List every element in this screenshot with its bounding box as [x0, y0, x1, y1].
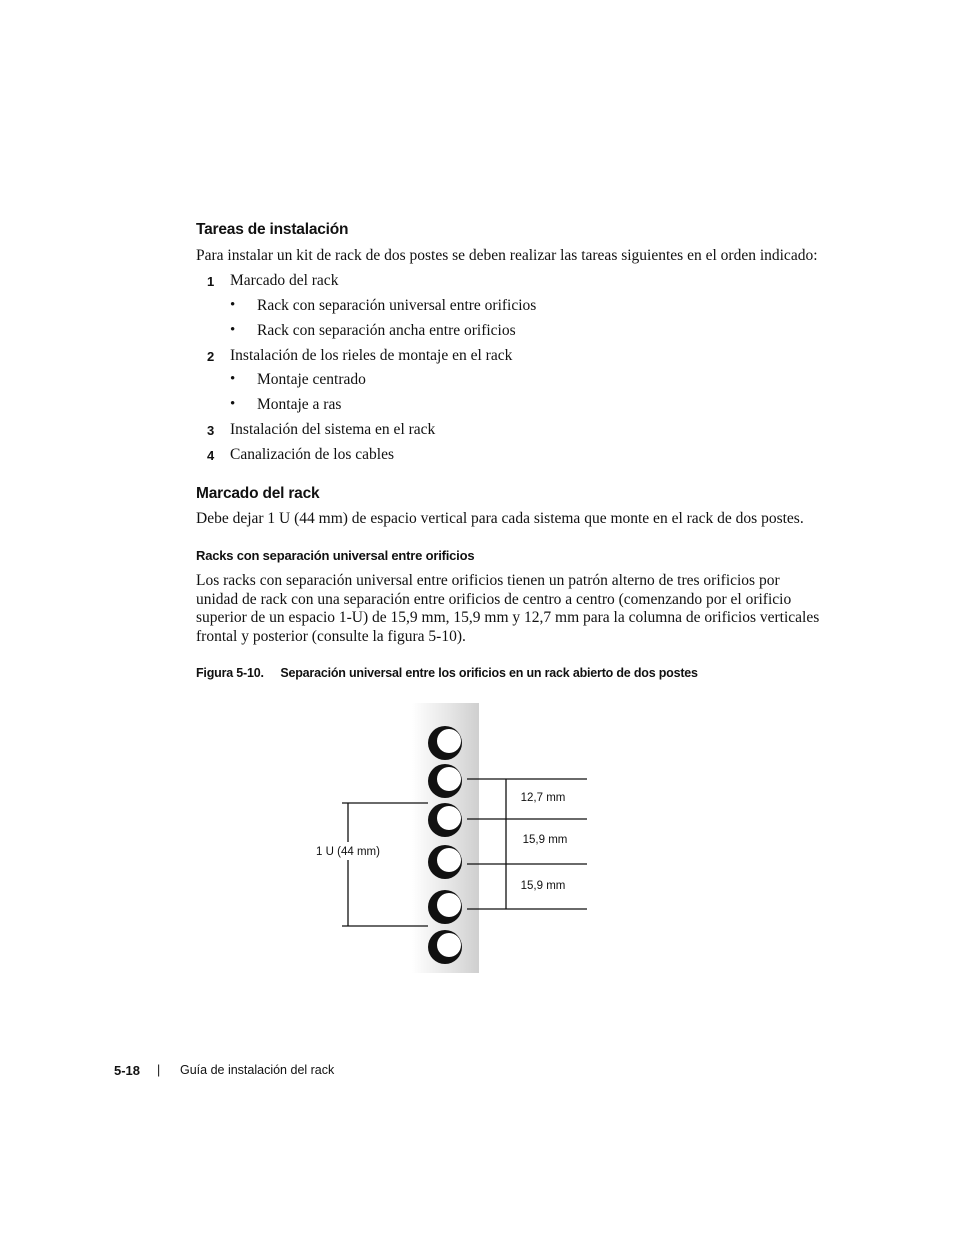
- rack-unit-label: 1 U (44 mm): [316, 846, 380, 858]
- step-label: Canalización de los cables: [230, 446, 394, 463]
- paragraph-line: Los racks con separación universal entre orificios tienen un patrón alterno de tres orificios por: [196, 572, 780, 589]
- step-label: Instalación del sistema en el rack: [230, 421, 436, 438]
- step-label: Instalación de los rieles de montaje en el rack: [230, 347, 513, 364]
- spacing-label: 15,9 mm: [522, 834, 568, 846]
- subsection-heading-universal-spacing: Racks con separación universal entre orificios: [196, 548, 475, 563]
- spacing-label: 15,9 mm: [520, 880, 566, 892]
- guide-title: Guía de instalación del rack: [180, 1063, 335, 1077]
- step-number: 1: [207, 274, 215, 289]
- figure-title: Separación universal entre los orificios en un rack abierto de dos postes: [280, 666, 698, 680]
- step-label: Marcado del rack: [230, 272, 339, 289]
- install-tasks-intro: Para instalar un kit de rack de dos postes se deben realizar las tareas siguientes en el orden indicado:: [196, 247, 818, 264]
- rack-hole: [428, 803, 462, 837]
- section-heading-install-tasks: Tareas de instalación: [196, 221, 349, 238]
- step-number: 3: [207, 423, 215, 438]
- bullet: •: [230, 371, 236, 387]
- rack-hole: [428, 845, 462, 879]
- paragraph-line: frontal y posterior (consulte la figura 5-10).: [196, 627, 466, 645]
- rack-hole: [428, 930, 462, 964]
- rack-hole: [428, 726, 462, 760]
- rack-hole: [428, 764, 462, 798]
- paragraph-line: superior de un espacio 1-U) de 15,9 mm, 15,9 mm y 12,7 mm para la columna de orificios verticales: [196, 609, 820, 627]
- bullet: •: [230, 322, 236, 338]
- figure-number: Figura 5-10.: [196, 666, 264, 680]
- rack-hole: [428, 890, 462, 924]
- sub-step-label: Montaje centrado: [257, 371, 366, 388]
- paragraph-line: unidad de rack con una separación entre orificios de centro a centro (comenzando por el orificio: [196, 590, 792, 608]
- step-number: 2: [207, 349, 215, 364]
- section-heading-rack-marking: Marcado del rack: [196, 485, 320, 502]
- sub-step-label: Montaje a ras: [257, 396, 342, 413]
- spacing-label: 12,7 mm: [520, 792, 566, 804]
- sub-step-label: Rack con separación ancha entre orificios: [257, 322, 516, 339]
- sub-step-label: Rack con separación universal entre orificios: [257, 297, 537, 314]
- rack-marking-paragraph: Debe dejar 1 U (44 mm) de espacio vertical para cada sistema que monte en el rack de dos postes.: [196, 510, 804, 527]
- page-number: 5-18: [114, 1063, 141, 1078]
- step-number: 4: [207, 448, 215, 463]
- footer-separator: |: [157, 1063, 161, 1077]
- bullet: •: [230, 396, 236, 412]
- page-footer: [114, 1062, 140, 1080]
- bullet: •: [230, 297, 236, 313]
